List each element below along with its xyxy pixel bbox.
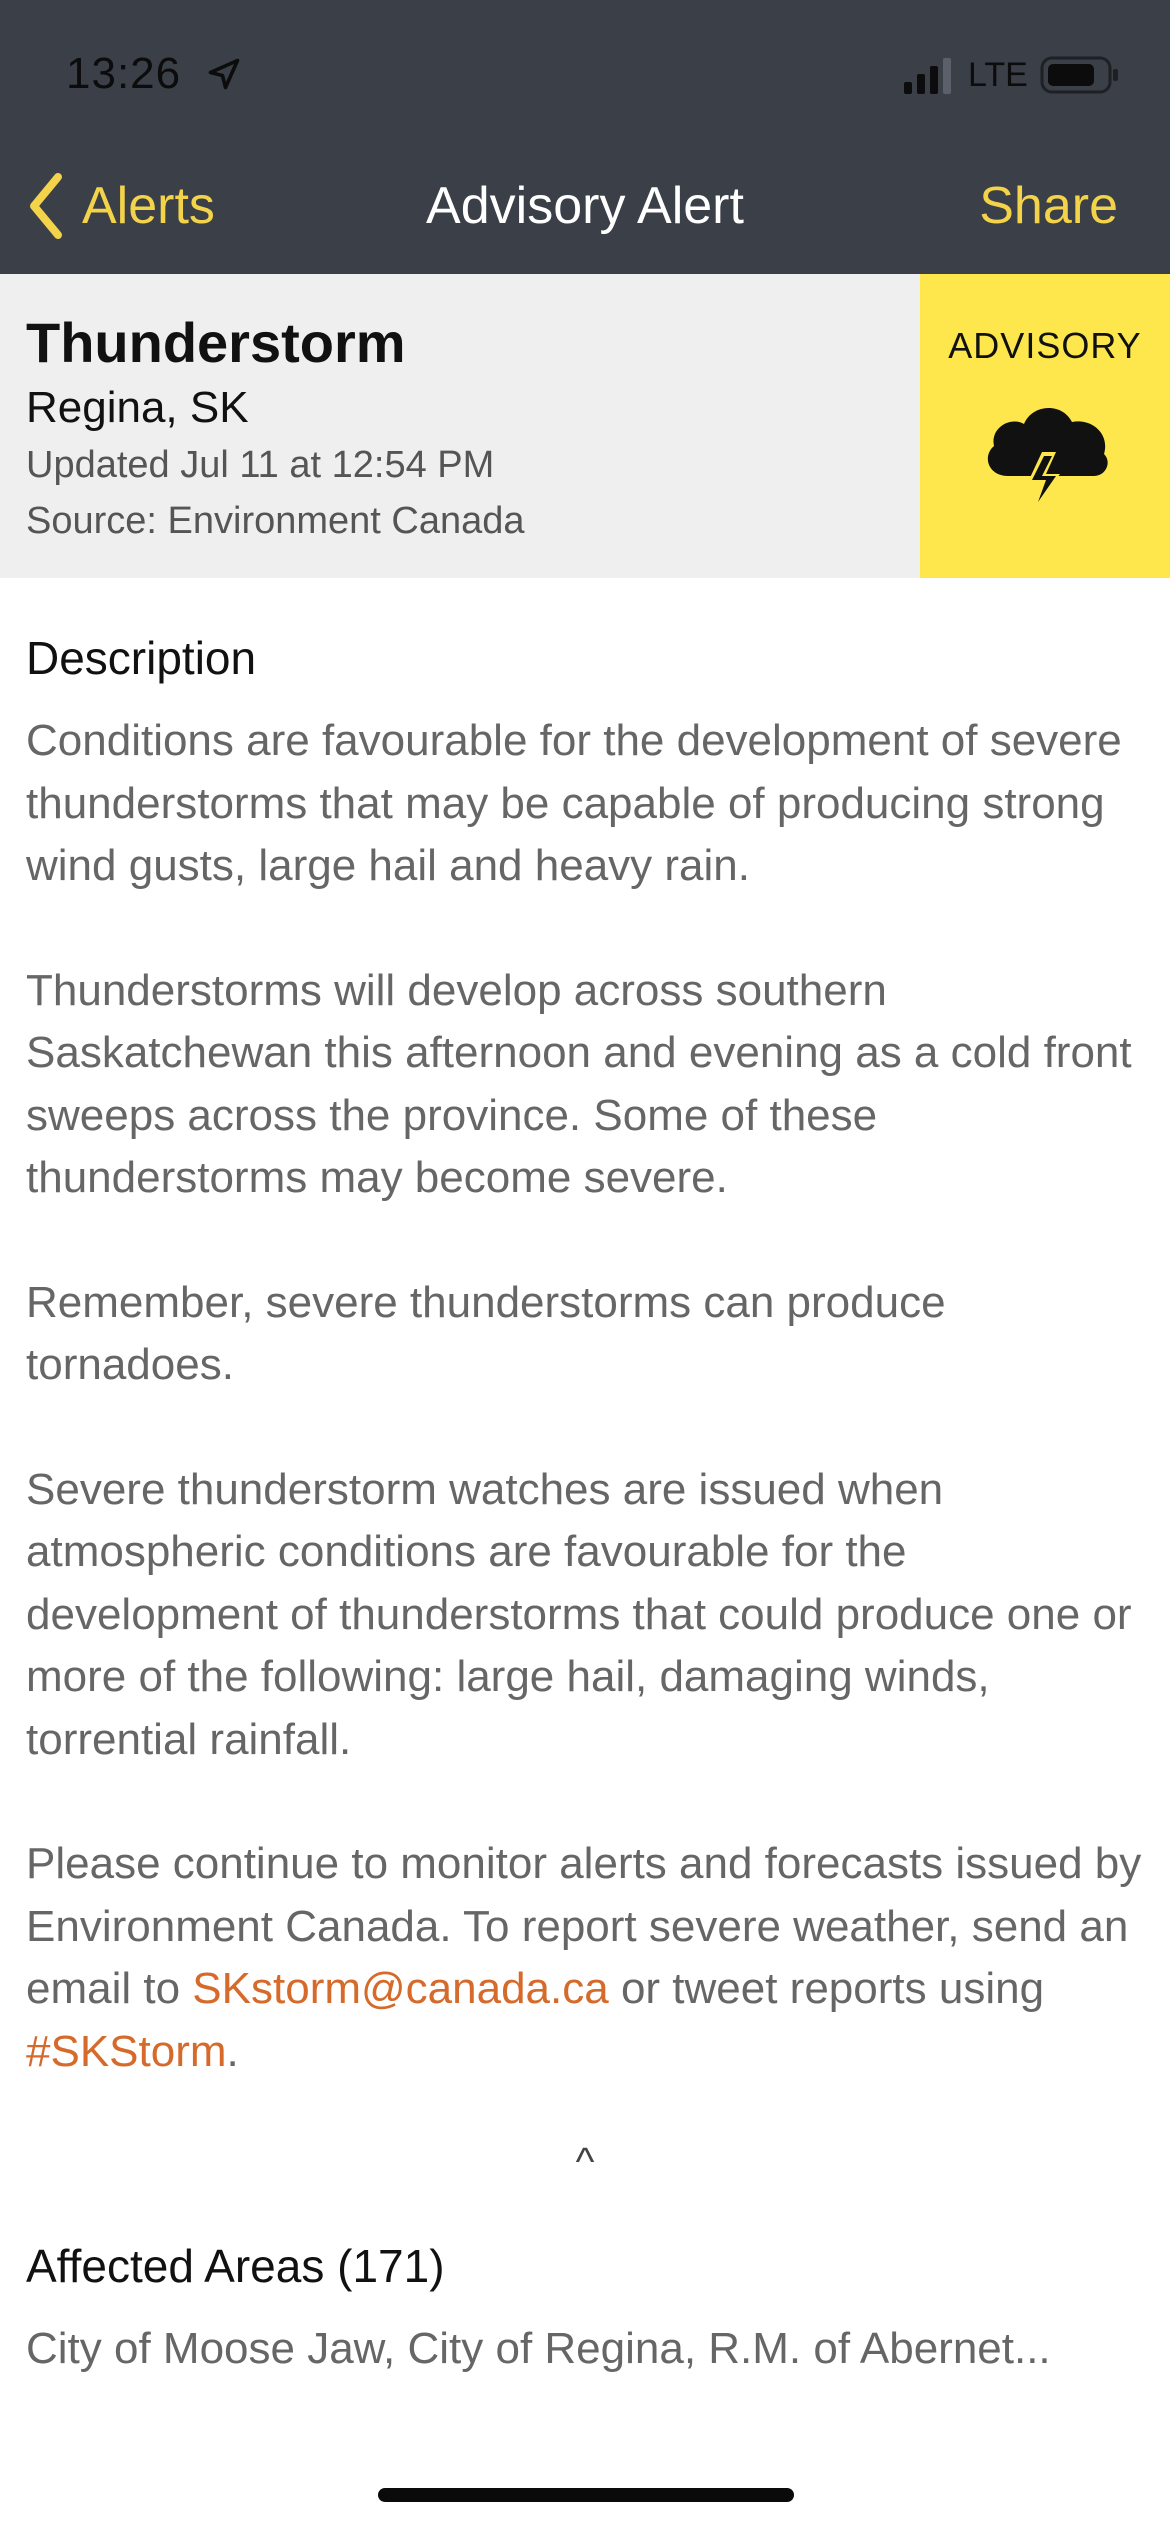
back-button[interactable] <box>24 168 215 244</box>
alert-summary <box>0 274 920 578</box>
collapse-caret-icon[interactable]: ^ <box>575 2140 595 2184</box>
email-link[interactable]: SKstorm@canada.ca <box>192 1964 609 2013</box>
affected-areas-heading: Affected Areas (171) <box>26 2240 445 2292</box>
back-button-label: Alerts <box>82 177 215 235</box>
alert-updated-time: Updated Jul 11 at 12:54 PM <box>26 444 495 486</box>
description-paragraph: Remember, severe thunderstorms can produce tornadoes. <box>26 1277 946 1389</box>
description-text: Please continue to monitor alerts and forecasts issued by Environment Canada. To report severe weather, send an email to <box>26 1839 1142 2013</box>
cellular-signal-icon <box>904 58 954 94</box>
network-type: LTE <box>968 56 1028 94</box>
top-bar <box>0 0 1170 274</box>
battery-icon <box>1040 54 1120 96</box>
hashtag-link[interactable]: #SKStorm <box>26 2026 227 2076</box>
advisory-badge-label: ADVISORY <box>948 325 1142 366</box>
description-heading: Description <box>26 632 257 684</box>
advisory-badge <box>920 274 1170 578</box>
alert-source: Source: Environment Canada <box>26 500 525 542</box>
affected-areas-list[interactable]: City of Moose Jaw, City of Regina, R.M. of Abernet... <box>26 2324 1051 2373</box>
status-time: 13:26 <box>66 49 182 98</box>
home-indicator <box>378 2488 794 2502</box>
description-paragraph: Thunderstorms will develop across southern Saskatchewan this afternoon and evening as a cold front sweeps across the province. Some of these thunderstorms may become severe. <box>26 965 1132 1202</box>
thunderstorm-cloud-icon <box>976 390 1116 520</box>
description-text: or tweet reports using <box>608 1964 1045 2013</box>
description-paragraph <box>26 1833 1146 2083</box>
share-button[interactable]: Share <box>979 177 1118 235</box>
description-text: . <box>226 2026 239 2076</box>
description-paragraph: Severe thunderstorm watches are issued when atmospheric conditions are favourable for the development of thunderstorms that could produce one or more of the following: large hail, damaging winds, torrential rainfall. <box>26 1464 1132 1764</box>
location-arrow-icon <box>206 56 242 92</box>
alert-title: Thunderstorm <box>26 311 406 374</box>
description-body <box>26 710 1146 2145</box>
description-paragraph: Conditions are favourable for the development of severe thunderstorms that may be capable of producing strong wind gusts, large hail and heavy rain. <box>26 716 1122 890</box>
page-title: Advisory Alert <box>426 177 744 235</box>
chevron-left-icon <box>24 171 68 241</box>
alert-location: Regina, SK <box>26 383 249 432</box>
